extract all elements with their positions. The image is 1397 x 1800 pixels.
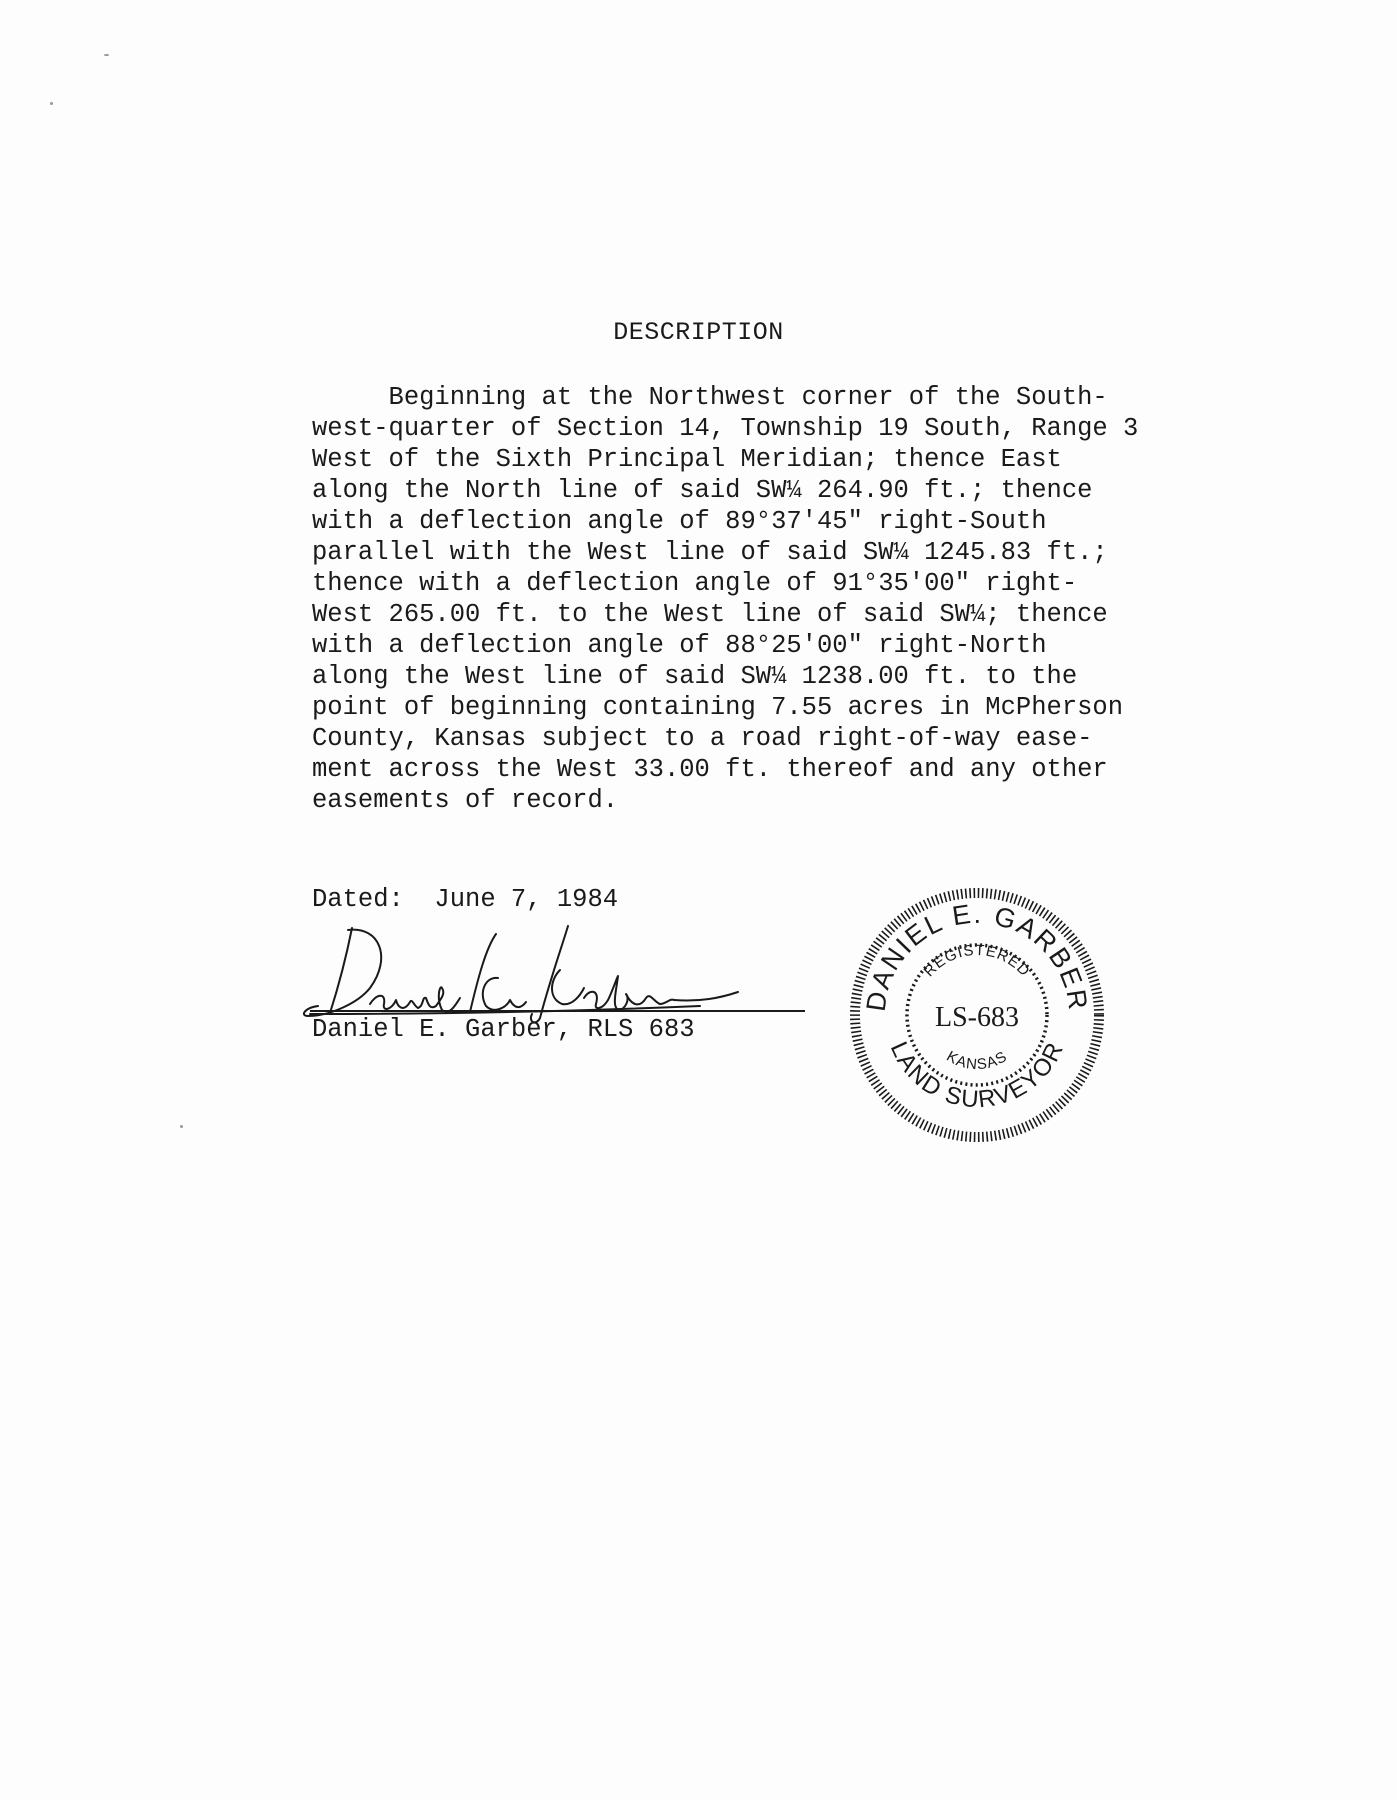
description-line: West 265.00 ft. to the West line of said SW¼; thence xyxy=(312,600,1108,629)
scan-speck xyxy=(104,54,109,56)
seal-license-number: LS-683 xyxy=(935,1002,1019,1033)
seal-inner-bottom-text: KANSAS xyxy=(943,1047,1011,1074)
description-line: with a deflection angle of 88°25'00" right-North xyxy=(312,631,1047,660)
surveyor-seal xyxy=(845,875,1110,1155)
description-line: County, Kansas subject to a road right-of-way ease- xyxy=(312,724,1093,753)
signer-name: Daniel E. Garber, RLS 683 xyxy=(312,1015,695,1044)
description-line: easements of record. xyxy=(312,786,619,815)
legal-description xyxy=(312,382,1212,816)
description-line: along the West line of said SW¼ 1238.00 ft. to the xyxy=(312,662,1078,691)
description-line: parallel with the West line of said SW¼ 1245.83 ft.; xyxy=(312,538,1108,567)
document-heading: DESCRIPTION xyxy=(613,318,784,347)
seal-inner-top-text: REGISTERED xyxy=(920,941,1034,981)
description-line: with a deflection angle of 89°37'45" right-South xyxy=(312,507,1047,536)
description-line: west-quarter of Section 14, Township 19 South, Range 3 xyxy=(312,414,1139,443)
scan-speck xyxy=(50,102,53,105)
description-line: West of the Sixth Principal Meridian; thence East xyxy=(312,445,1062,474)
signature-line xyxy=(310,1010,805,1012)
description-line: thence with a deflection angle of 91°35'00" right- xyxy=(312,569,1078,598)
description-line: point of beginning containing 7.55 acres in McPherson xyxy=(312,693,1124,722)
description-line: ment across the West 33.00 ft. thereof and any other xyxy=(312,755,1108,784)
description-line: Beginning at the Northwest corner of the South- xyxy=(312,383,1108,412)
scan-speck xyxy=(180,1125,183,1128)
description-line: along the North line of said SW¼ 264.90 ft.; thence xyxy=(312,476,1093,505)
seal-outer-text: DANIEL E. GARBER xyxy=(860,898,1094,1014)
seal-outer-bottom-text: LAND SURVEYOR xyxy=(884,1037,1070,1114)
dated-line: Dated: June 7, 1984 xyxy=(312,885,619,914)
